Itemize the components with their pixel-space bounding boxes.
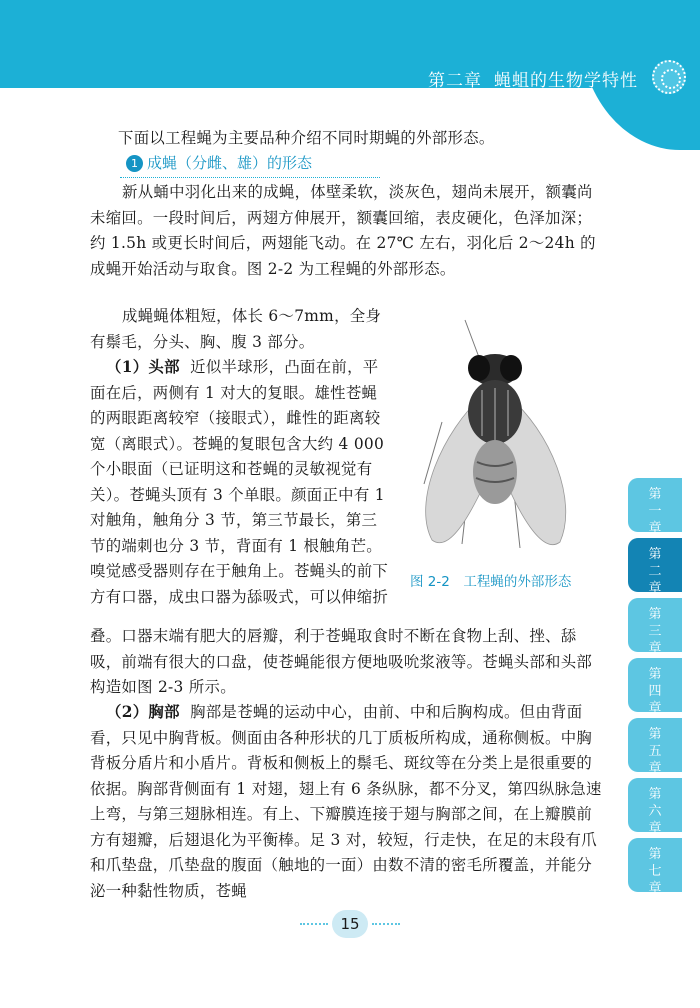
tab-chapter-7[interactable]: 第 七 章	[628, 838, 682, 892]
thorax-paragraph	[90, 700, 606, 904]
head-label: （1）头部	[106, 358, 180, 376]
running-header	[428, 66, 638, 91]
fly-illustration	[402, 312, 588, 572]
chapter-tabs	[620, 478, 684, 898]
flower-ornament-icon	[652, 60, 686, 94]
figure-caption: 图 2-2 工程蝇的外部形态	[410, 574, 572, 590]
thorax-label: （2）胸部	[106, 703, 180, 721]
body-text: 成蝇蝇体粗短，体长 6～7mm，全身有鬃毛，分头、胸、腹 3 部分。	[90, 307, 382, 351]
tab-chapter-1[interactable]: 第 一 章	[628, 478, 682, 532]
page-footer	[300, 910, 400, 940]
thorax-text: 胸部是苍蝇的运动中心，由前、中和后胸构成。但由背面看，只见中胸背板。侧面由各种形状的几丁质板所构成，通称侧板。中胸背板分盾片和小盾片。背板和侧板上的鬃毛、斑纹等在分类上是很重要的依据。胸部背侧面有 1 对翅，翅上有 6 条纵脉，都不分叉，第四纵脉急速上弯，与第三翅脉相连。有上、下瓣膜连接于翅与胸部之间，在上瓣膜前方有翅瓣，后翅退化为平衡棒。足 3 对，较短，行走快，在足的末段有爪和爪垫盘，爪垫盘的腹面（触地的一面）由数不清的密毛所覆盖，并能分泌一种黏性物质，苍蝇	[90, 703, 602, 900]
section-title: 成蝇（分雌、雄）的形态	[147, 154, 313, 172]
dots-decoration-right	[372, 923, 400, 925]
tab-chapter-3[interactable]: 第 三 章	[628, 598, 682, 652]
header-title: 蝇蛆的生物学特性	[494, 71, 638, 91]
adult-paragraph	[90, 180, 606, 282]
head-continuation-paragraph: 叠。口器末端有肥大的唇瓣，利于苍蝇取食时不断在食物上刮、挫、舔吸，前端有很大的口盘，使苍蝇能很方便地吸吮浆液等。苍蝇头部和头部构造如图 2-3 所示。	[90, 627, 593, 696]
adult-text: 新从蛹中羽化出来的成蝇，体壁柔软，淡灰色，翅尚未展开，额囊尚未缩回。一段时间后，两翅方伸展开，额囊回缩，表皮硬化，色泽加深；约 1.5h 或更长时间后，两翅能飞动。在 27℃ 左右，羽化后 2～24h 的成蝇开始活动与取食。图 2-2 为工程蝇的外部形态。	[90, 183, 596, 278]
body-paragraph	[90, 304, 390, 610]
section-heading	[120, 152, 380, 178]
header-chapter: 第二章	[428, 71, 482, 91]
tab-chapter-2[interactable]: 第 二 章	[628, 538, 682, 592]
section-number-badge: 1	[126, 155, 143, 172]
page-number: 15	[332, 910, 368, 938]
intro-paragraph: 下面以工程蝇为主要品种介绍不同时期蝇的外部形态。	[118, 129, 495, 147]
head-text: 近似半球形，凸面在前，平面在后，两侧有 1 对大的复眼。雄性苍蝇的两眼距离较窄（接眼式），雌性的距离较宽（离眼式）。苍蝇的复眼包含大约 4 000 个小眼面（已证明这和苍蝇的灵敏视觉有关）。苍蝇头顶有 3 个单眼。颜面正中有 1 对触角，触角分 3 节，第三节最长，第三节的端刺也分 3 节，背面有 1 根触角芒。嗅觉感受器则存在于触角上。苍蝇头的前下方有口器，成虫口器为舔吸式，可以伸缩折	[90, 358, 389, 606]
tab-chapter-5[interactable]: 第 五 章	[628, 718, 682, 772]
tab-chapter-4[interactable]: 第 四 章	[628, 658, 682, 712]
tab-chapter-6[interactable]: 第 六 章	[628, 778, 682, 832]
dots-decoration-left	[300, 923, 328, 925]
